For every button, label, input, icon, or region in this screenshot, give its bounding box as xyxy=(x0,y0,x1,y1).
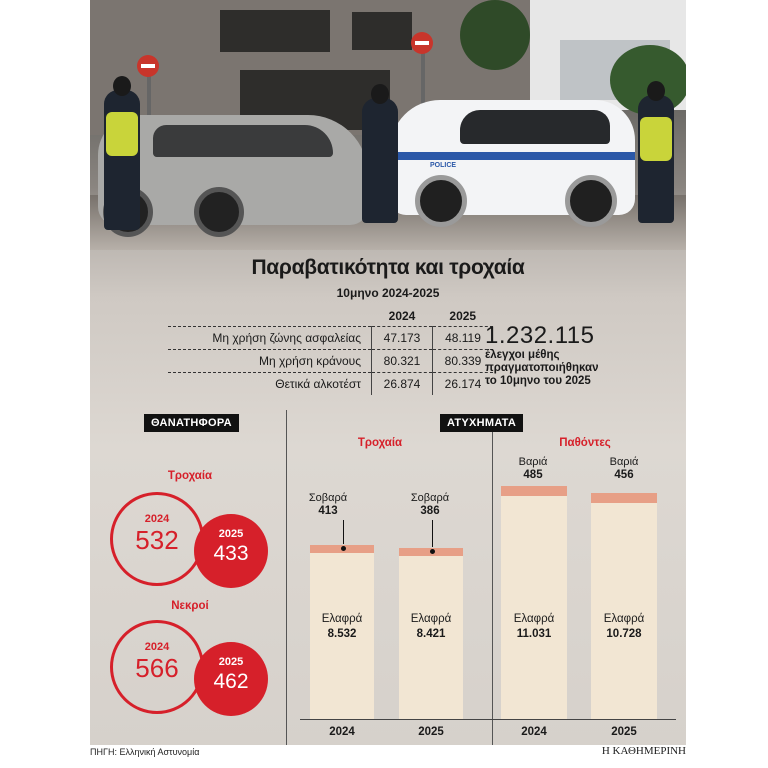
tree xyxy=(460,0,530,70)
serious-label: Βαριά 485 xyxy=(518,456,548,481)
fatal-deaths-label: Νεκροί xyxy=(171,600,209,612)
cell-2025: 80.339 xyxy=(433,350,494,373)
window xyxy=(352,12,412,50)
column-header: 2025 xyxy=(449,309,477,323)
cell-2025: 48.119 xyxy=(433,327,494,350)
year-label: 2025 xyxy=(611,726,637,738)
bar-injured-2025 xyxy=(591,493,657,719)
police-checkpoint-photo xyxy=(90,0,686,250)
injured-label: Παθόντες xyxy=(559,437,611,449)
pointer-dot xyxy=(341,546,346,551)
year-label: 2025 xyxy=(418,726,444,738)
axis-baseline xyxy=(300,719,676,720)
fatal-deaths-2024-circle: 2024 566 xyxy=(110,620,204,714)
cell-2025: 26.174 xyxy=(433,373,494,396)
light-label: Ελαφρά 11.031 xyxy=(513,613,555,640)
year-label: 2024 xyxy=(521,726,547,738)
cell-2024: 80.321 xyxy=(372,350,433,373)
police-officer xyxy=(362,98,398,223)
bar-injured-2024 xyxy=(501,486,567,719)
table-row xyxy=(168,350,493,373)
divider xyxy=(286,410,287,745)
row-label: Μη χρήση ζώνης ασφαλείας xyxy=(168,327,372,350)
serious-segment xyxy=(501,486,567,496)
serious-label: Βαριά 456 xyxy=(609,456,639,481)
table-row xyxy=(168,327,493,350)
page-title: Παραβατικότητα και τροχαία xyxy=(251,256,525,279)
police-officer xyxy=(104,90,140,230)
pointer-dot xyxy=(430,549,435,554)
alcohol-tests-number: 1.232.115 xyxy=(485,322,595,349)
serious-segment xyxy=(591,493,657,503)
police-text: POLICE xyxy=(430,162,457,169)
fatal-traffic-2024-circle: 2024 532 xyxy=(110,492,204,586)
cell-2024: 26.874 xyxy=(372,373,433,396)
page-subtitle: 10μηνο 2024-2025 xyxy=(336,286,440,300)
traffic-label: Τροχαία xyxy=(357,437,403,449)
brand-logo: Η ΚΑΘΗΜΕΡΙΝΗ xyxy=(601,745,686,757)
table-row xyxy=(168,373,493,396)
column-header: 2024 xyxy=(388,309,416,323)
row-label: Θετικά αλκοτέστ xyxy=(168,373,372,396)
cell-2024: 47.173 xyxy=(372,327,433,350)
row-label: Μη χρήση κράνους xyxy=(168,350,372,373)
no-entry-sign-icon xyxy=(137,55,159,77)
year-label: 2024 xyxy=(329,726,355,738)
police-officer xyxy=(638,95,674,223)
police-car xyxy=(390,100,635,215)
light-label: Ελαφρά 8.421 xyxy=(410,613,452,640)
no-entry-sign-icon xyxy=(411,32,433,54)
fatal-traffic-2025-disc: 2025 433 xyxy=(194,514,268,588)
pointer-line xyxy=(343,520,344,544)
fatal-traffic-label: Τροχαία xyxy=(167,470,213,482)
alcohol-tests-caption: έλεγχοι μέθης πραγματοποιήθηκαν το 10μηνο του 2025 xyxy=(485,349,599,387)
serious-label: Σοβαρά 413 xyxy=(308,492,348,517)
divider xyxy=(492,432,493,745)
serious-label: Σοβαρά 386 xyxy=(410,492,450,517)
table-header-row xyxy=(168,306,493,327)
pointer-line xyxy=(432,520,433,547)
accidents-tag: ΑΤΥΧΗΜΑΤΑ xyxy=(440,414,523,432)
source-note: ΠΗΓΗ: Ελληνική Αστυνομία xyxy=(90,747,200,757)
fatal-deaths-2025-disc: 2025 462 xyxy=(194,642,268,716)
violations-table xyxy=(168,306,493,395)
fatal-tag: ΘΑΝΑΤΗΦΟΡΑ xyxy=(144,414,239,432)
window xyxy=(220,10,330,52)
light-label: Ελαφρά 10.728 xyxy=(603,613,645,640)
light-label: Ελαφρά 8.532 xyxy=(321,613,363,640)
infographic-panel xyxy=(90,0,686,745)
